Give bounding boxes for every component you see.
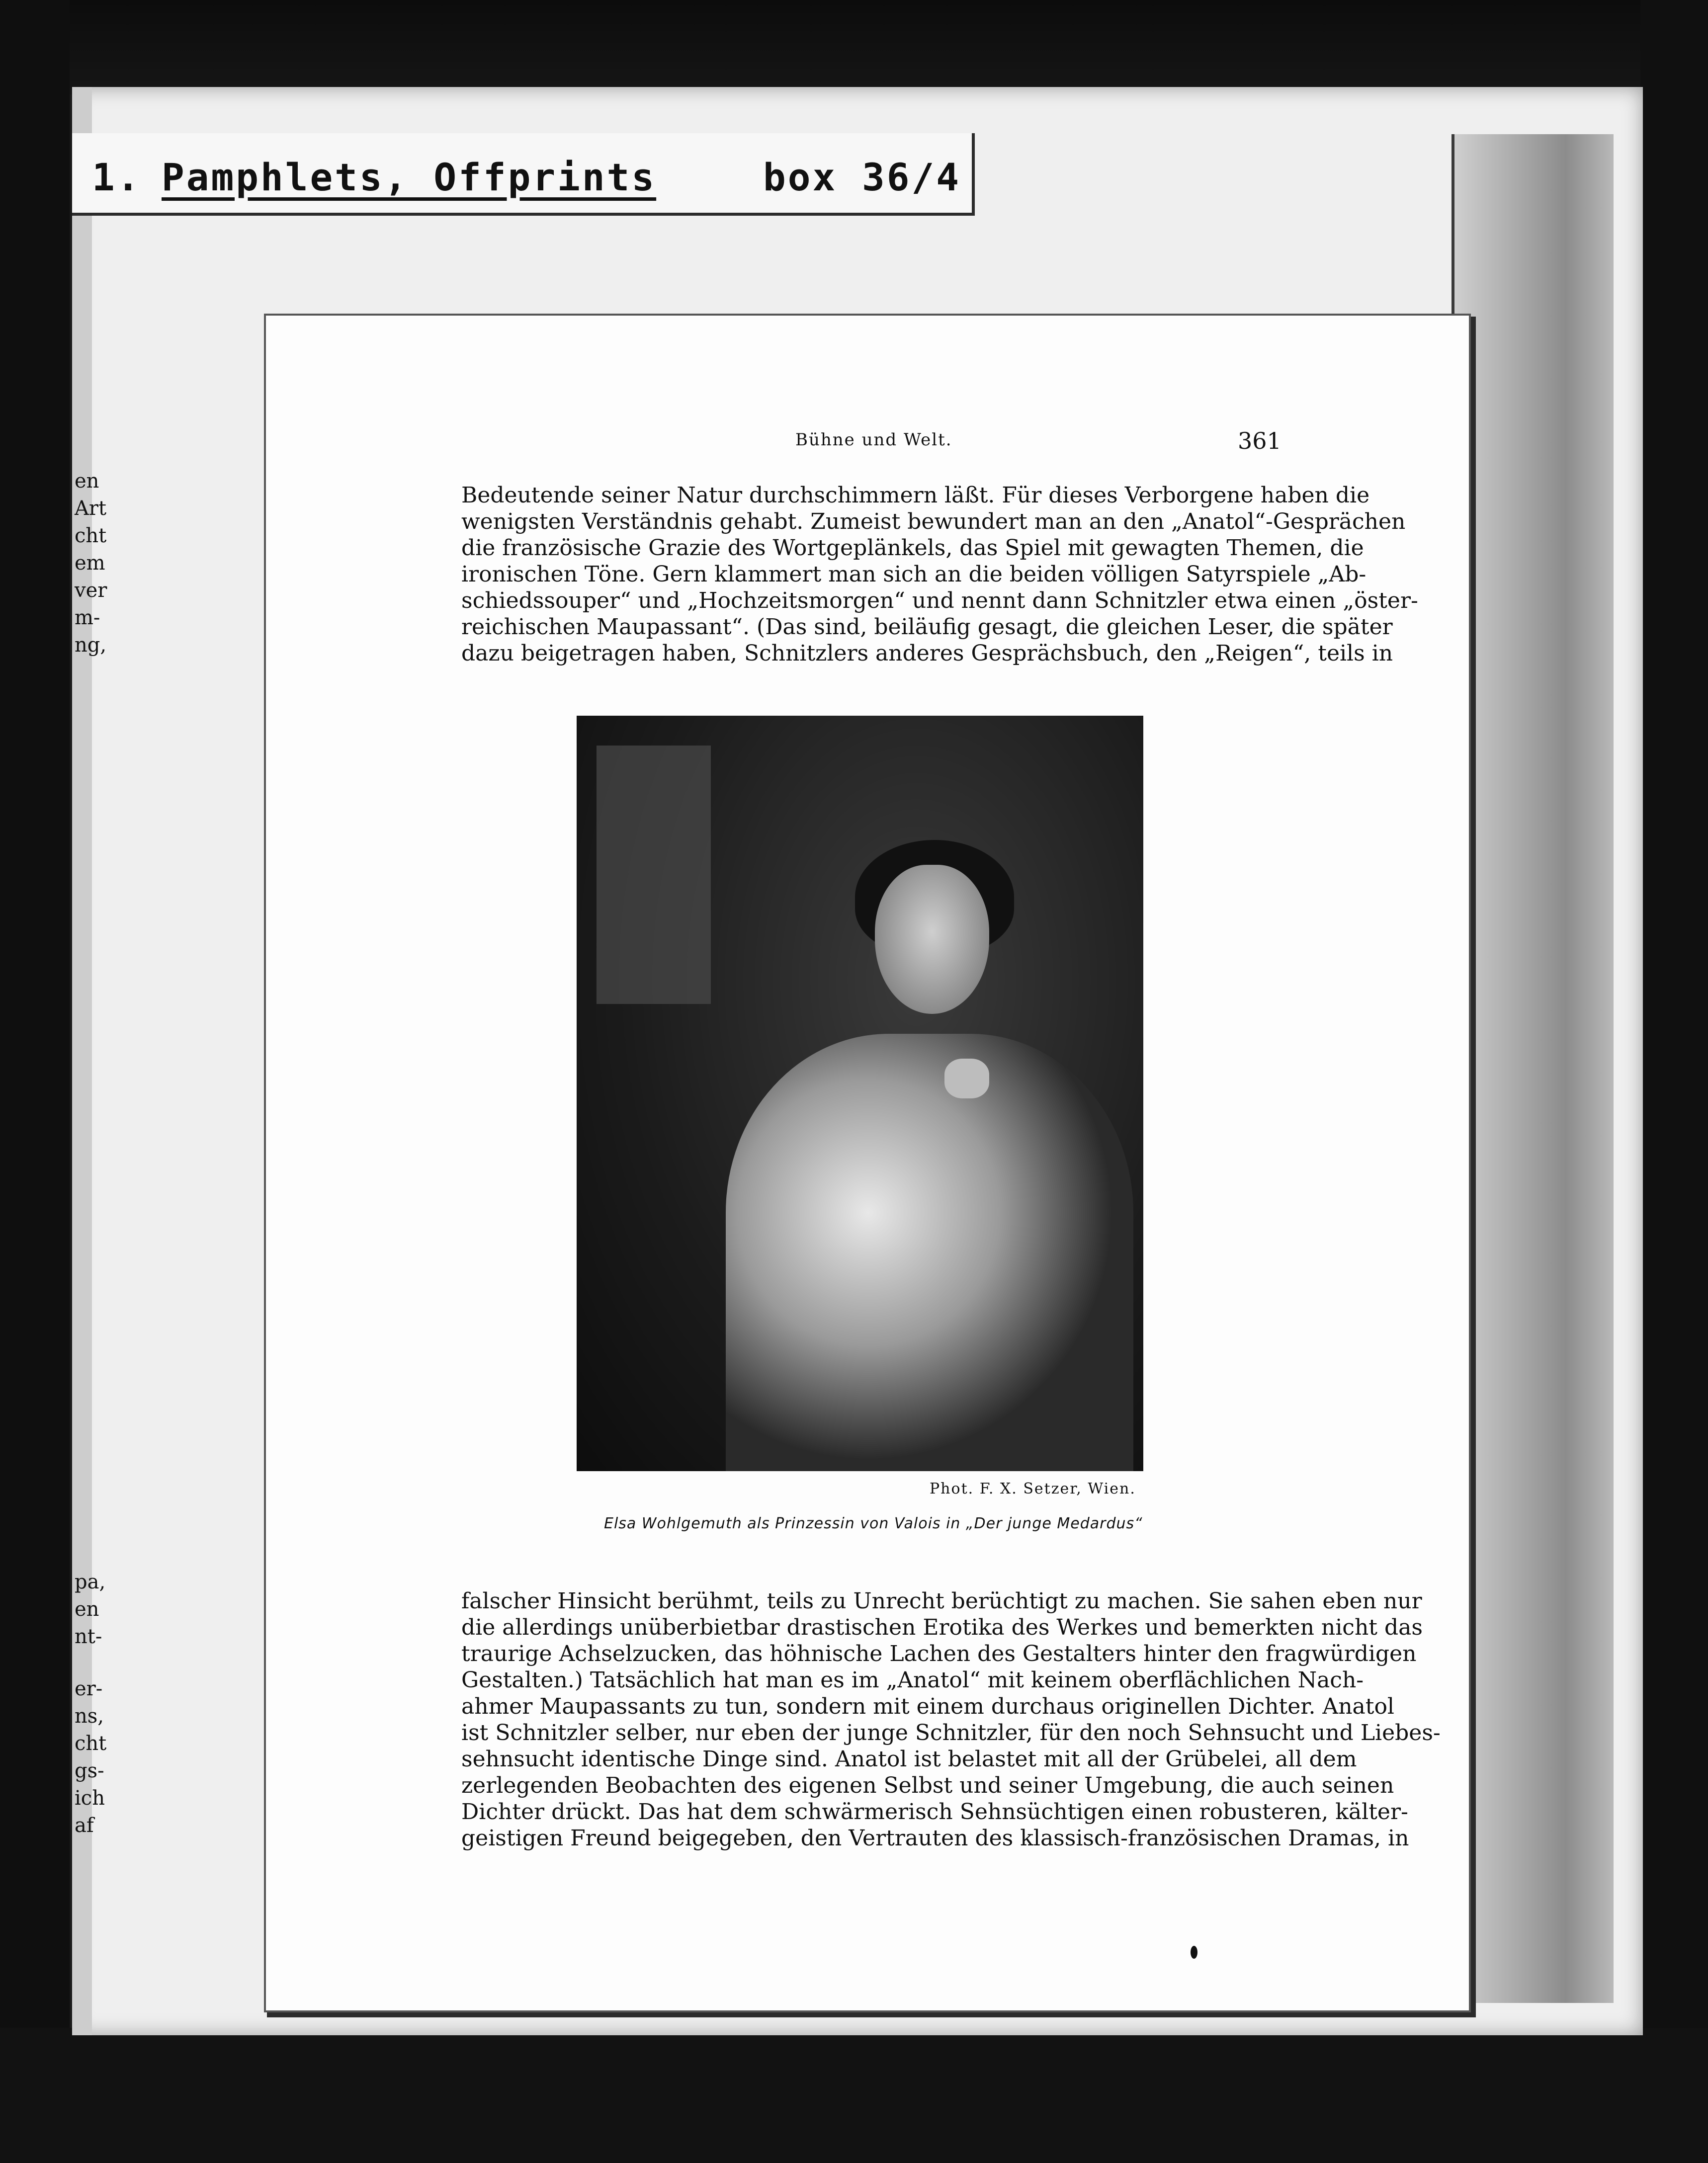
text-line: dazu beigetragen haben, Schnitzlers anderes Gesprächsbuch, den „Reigen“, teils in [461,641,1393,666]
margin-fragment: nt- [75,1625,102,1648]
text-line: Gestalten.) Tatsächlich hat man es im „Anatol“ mit keinem oberflächlichen Nach- [461,1667,1364,1693]
text-line: geistigen Freund beigegeben, den Vertrauten des klassisch-französischen Dramas, in [461,1826,1409,1851]
film-border-bottom [0,2028,1708,2163]
margin-fragment: ver [75,579,107,602]
text-line: ist Schnitzler selber, nur eben der junge Schnitzler, für den noch Sehnsucht und Liebes- [461,1720,1441,1746]
label-box-number: box 36/4 [763,155,961,199]
margin-fragment: en [75,470,99,493]
text-line: falscher Hinsicht berühmt, teils zu Unrecht berüchtigt zu machen. Sie sahen eben nur [461,1588,1422,1614]
text-line: schiedssouper“ und „Hochzeitsmorgen“ und nennt dann Schnitzler etwa einen „öster- [461,588,1418,613]
margin-fragment: Art [75,497,107,520]
text-line: zerlegenden Beobachten des eigenen Selbst und seiner Umgebung, die auch seinen [461,1773,1394,1798]
text-line: die französische Grazie des Wortgeplänkels, das Spiel mit gewagten Themen, die [461,535,1364,561]
margin-fragment: cht [75,524,107,547]
text-line: reichischen Maupassant“. (Das sind, beiläufig gesagt, die gleichen Leser, die später [461,614,1393,640]
text-block-bottom [461,1588,1441,1851]
margin-fragment: en [75,1598,99,1621]
photo-caption: Elsa Wohlgemuth als Prinzessin von Valois in „Der junge Medardus“ [604,1515,1143,1532]
margin-fragment: ich [75,1787,105,1810]
text-line: wenigsten Verständnis gehabt. Zumeist bewundert man an den „Anatol“-Gesprächen [461,509,1406,534]
film-border-right [1640,0,1708,2163]
text-line: traurige Achselzucken, das höhnische Lachen des Gestalters hinter den fragwürdigen [461,1641,1417,1666]
text-block-top [461,482,1418,666]
text-line: sehnsucht identische Dinge sind. Anatol ist belastet mit all der Grübelei, all dem [461,1747,1357,1772]
film-border-left [0,0,70,2163]
folder-edge [1452,134,1614,2003]
margin-fragment: af [75,1814,94,1837]
margin-fragment: m- [75,606,100,629]
text-line: Dichter drückt. Das hat dem schwärmerisch Sehnsüchtigen einen robusteren, kälter- [461,1799,1408,1825]
running-head: Bühne und Welt. [795,430,952,450]
margin-fragment: ns, [75,1705,104,1728]
margin-fragment: gs- [75,1759,104,1782]
film-border-top [0,0,1708,94]
label-title: Pamphlets, Offprints [162,155,657,199]
text-line: ahmer Maupassants zu tun, sondern mit einem durchaus originellen Dichter. Anatol [461,1694,1395,1719]
label-series: 1. [92,155,142,199]
text-line: Bedeutende seiner Natur durchschimmern läßt. Für dieses Verborgene haben die [461,483,1370,508]
ink-speck [1191,1946,1197,1959]
portrait-photograph [577,716,1143,1471]
photo-credit: Phot. F. X. Setzer, Wien. [930,1480,1136,1497]
margin-fragment: em [75,552,105,575]
text-line: ironischen Töne. Gern klammert man sich an die beiden völligen Satyrspiele „Ab- [461,562,1366,587]
margin-fragment: pa, [75,1571,106,1593]
margin-fragment: ng, [75,634,107,657]
archive-label [72,133,975,216]
page-number: 361 [1238,427,1281,454]
margin-fragment: er- [75,1677,103,1700]
text-line: die allerdings unüberbietbar drastischen Erotika des Werkes und bemerkten nicht das [461,1615,1423,1640]
margin-fragment: cht [75,1732,107,1755]
